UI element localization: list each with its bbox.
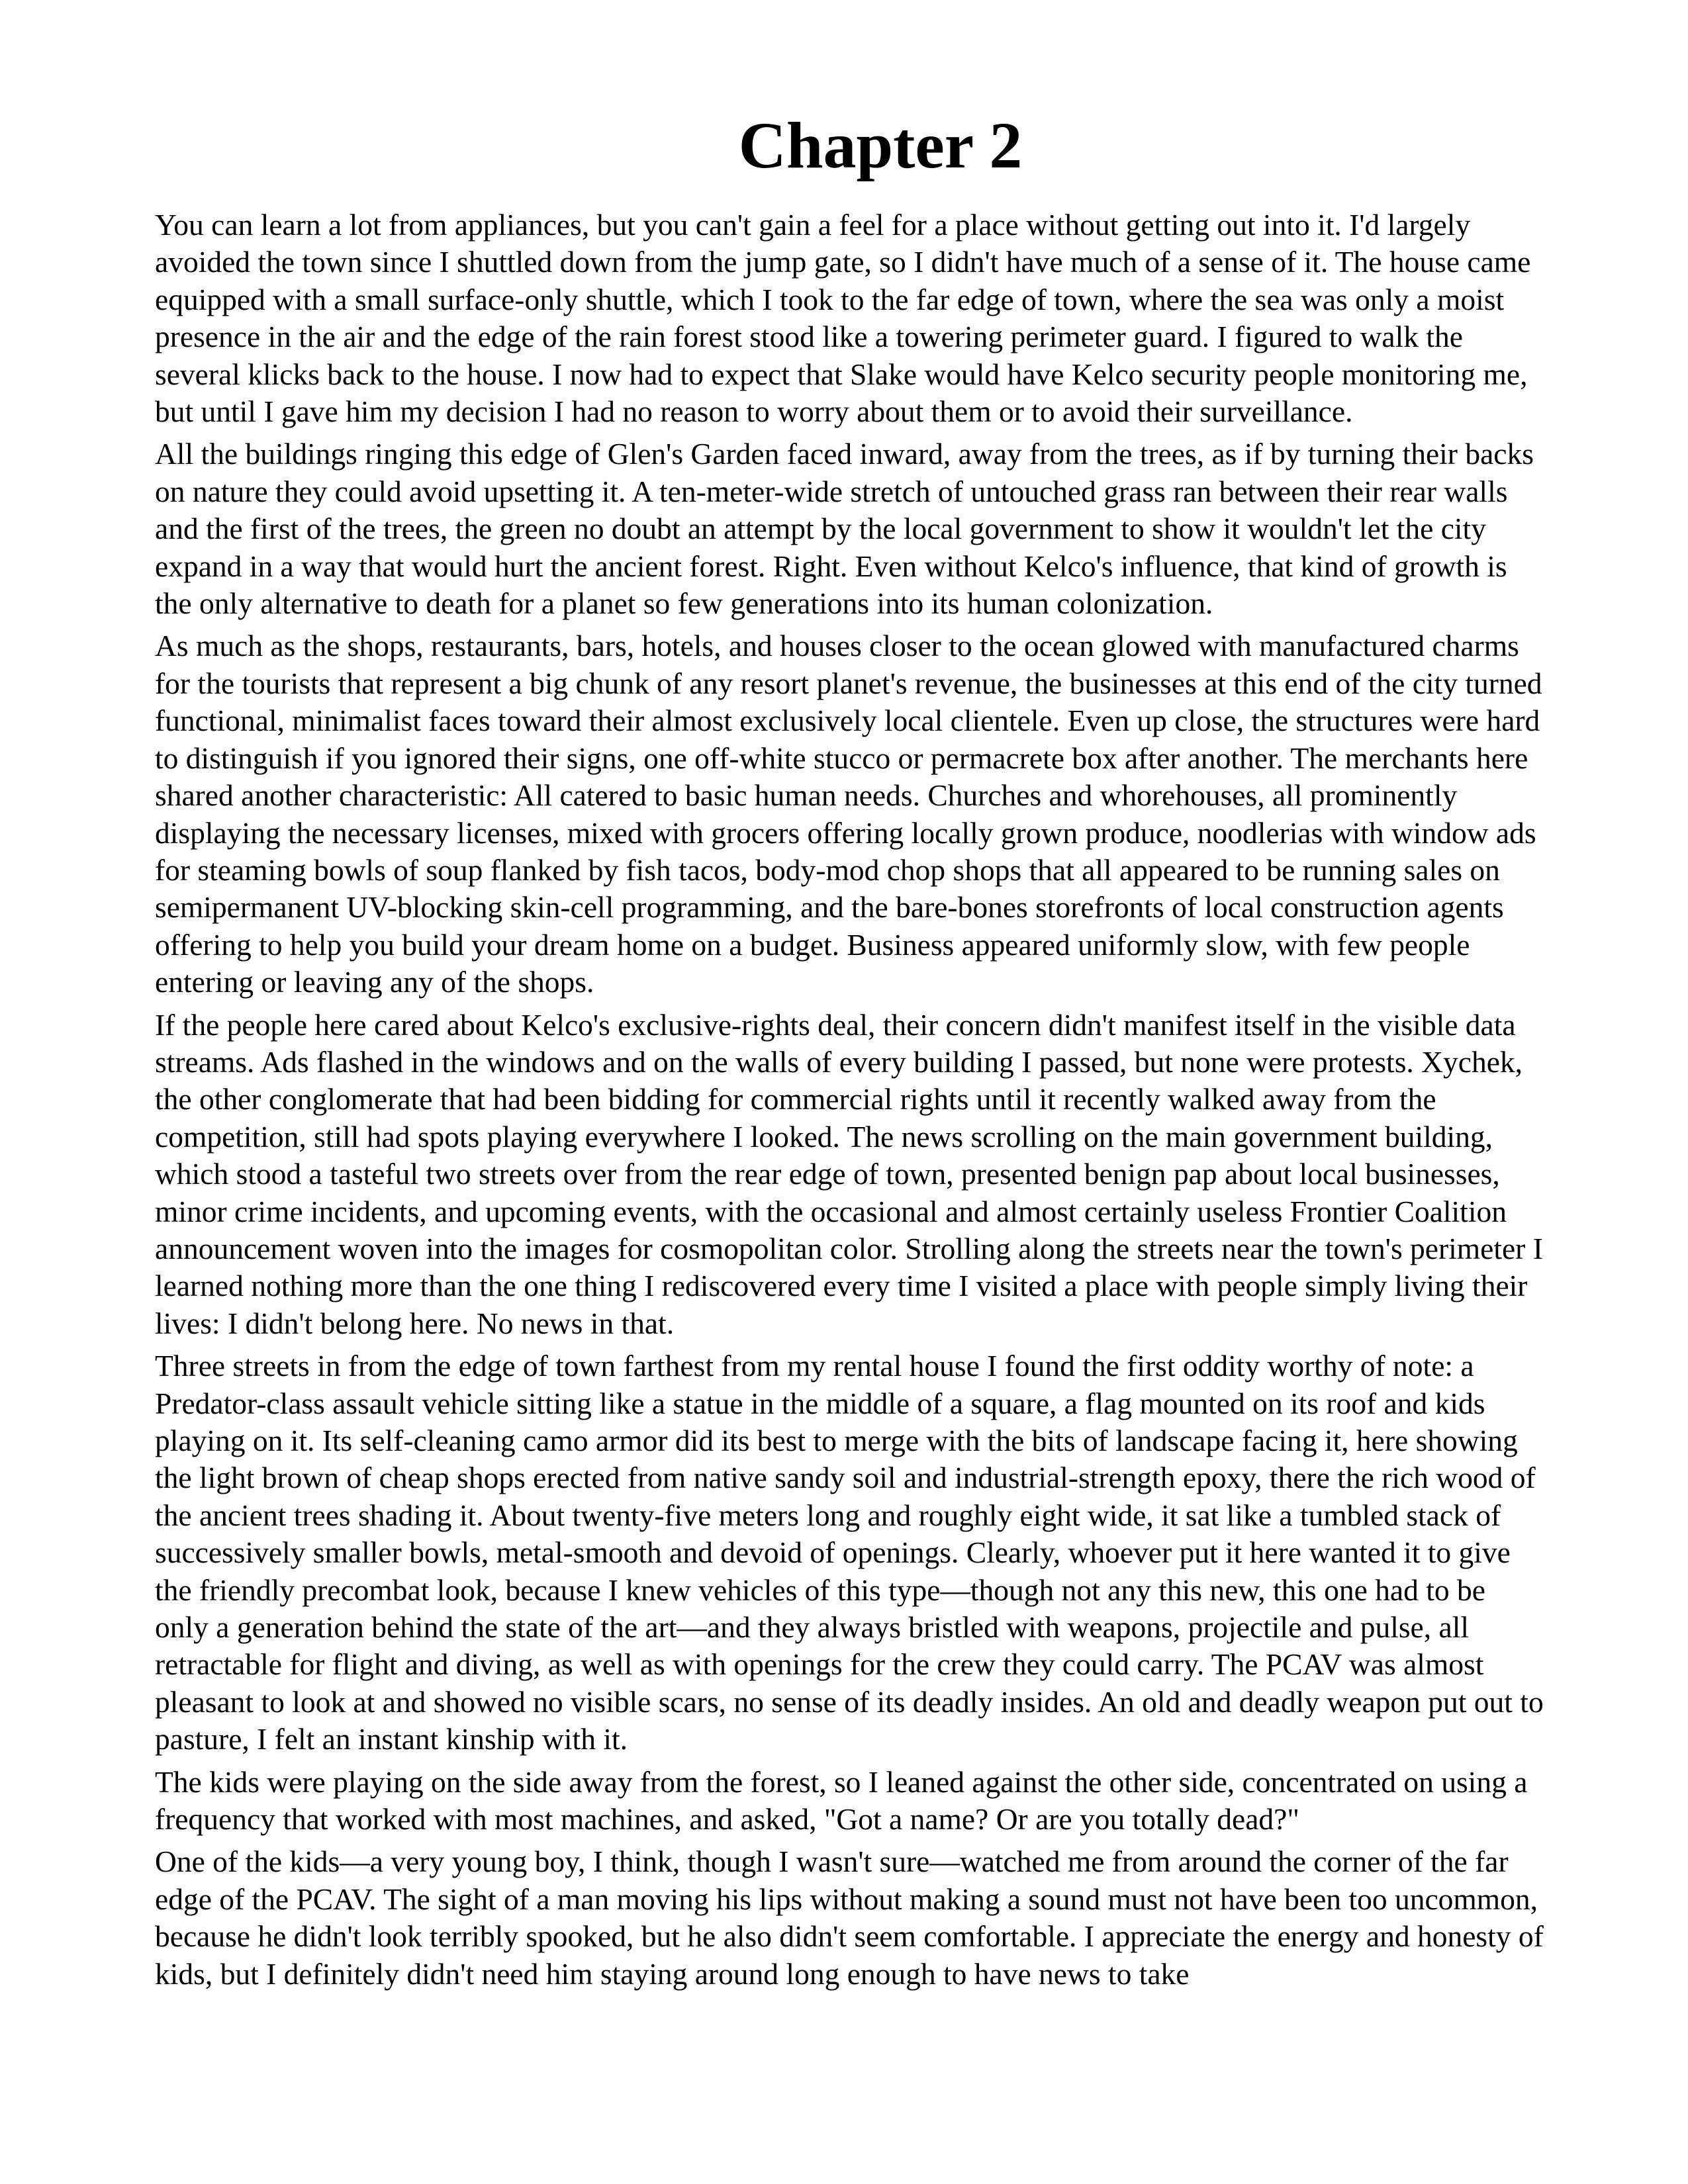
paragraph: Three streets in from the edge of town farthest from my rental house I found the first oddity worthy of note: a Predator-class assault vehicle sitting like a statue in the middle of a square, a flag mounted on its roof and kids playing on it. Its self-cleaning camo armor did its best to merge with the bits of landscape facing it, here showing the light brown of cheap shops erected from native sandy soil and industrial-strength epoxy, there the rich wood of the ancient trees shading it. About twenty-five meters long and roughly eight wide, it sat like a tumbled stack of successively smaller bowls, metal-smooth and devoid of openings. Clearly, whoever put it here wanted it to give the friendly precombat look, because I knew vehicles of this type—though not any this new, this one had to be only a generation behind the state of the art—and they always bristled with weapons, projectile and pulse, all retractable for flight and diving, as well as with openings for the crew they could carry. The PCAV was almost pleasant to look at and showed no visible scars, no sense of its deadly insides. An old and deadly weapon put out to pasture, I felt an instant kinship with it. bbox=[155, 1349, 1544, 1756]
chapter-body bbox=[155, 206, 1546, 1993]
paragraph: You can learn a lot from appliances, but you can't gain a feel for a place without getting out into it. I'd largely avoided the town since I shuttled down from the jump gate, so I didn't have much of a sense of it. The house came equipped with a small surface-only shuttle, which I took to the far edge of town, where the sea was only a moist presence in the air and the edge of the rain forest stood like a towering perimeter guard. I figured to walk the several klicks back to the house. I now had to expect that Slake would have Kelco security people monitoring me, but until I gave him my decision I had no reason to worry about them or to avoid their surveillance. bbox=[155, 208, 1531, 429]
paragraph: The kids were playing on the side away from the forest, so I leaned against the other side, concentrated on using a frequency that worked with most machines, and asked, "Got a name? Or are you totally dead?" bbox=[155, 1764, 1528, 1837]
document-page bbox=[155, 109, 1546, 1998]
paragraph: As much as the shops, restaurants, bars, hotels, and houses closer to the ocean glowed with manufactured charms for the tourists that represent a big chunk of any resort planet's revenue, the businesses at this end of the city turned functional, minimalist faces toward their almost exclusively local clientele. Even up close, the structures were hard to distinguish if you ignored their signs, one off-white stucco or permacrete box after another. The merchants here shared another characteristic: All catered to basic human needs. Churches and whorehouses, all prominently displaying the necessary licenses, mixed with grocers offering locally grown produce, noodlerias with window ads for steaming bowls of soup flanked by fish tacos, body-mod chop shops that all appeared to be running sales on semipermanent UV-blocking skin-cell programming, and the bare-bones storefronts of local construction agents offering to help you build your dream home on a budget. Business appeared uniformly slow, with few people entering or leaving any of the shops. bbox=[155, 629, 1542, 999]
chapter-title: Chapter 2 bbox=[738, 109, 1023, 182]
paragraph: All the buildings ringing this edge of Glen's Garden faced inward, away from the trees, as if by turning their backs on nature they could avoid upsetting it. A ten-meter-wide stretch of untouched grass ran between their rear walls and the first of the trees, the green no doubt an attempt by the local government to show it wouldn't let the city expand in a way that would hurt the ancient forest. Right. Even without Kelco's influence, that kind of growth is the only alternative to death for a planet so few generations into its human colonization. bbox=[155, 437, 1534, 621]
paragraph: One of the kids—a very young boy, I think, though I wasn't sure—watched me from around the corner of the far edge of the PCAV. The sight of a man moving his lips without making a sound must not have been too uncommon, because he didn't look terribly spooked, but he also didn't seem comfortable. I appreciate the energy and honesty of kids, but I definitely didn't need him staying around long enough to have news to take bbox=[155, 1844, 1544, 1991]
paragraph: If the people here cared about Kelco's exclusive-rights deal, their concern didn't manifest itself in the visible data streams. Ads flashed in the windows and on the walls of every building I passed, but none were protests. Xychek, the other conglomerate that had been bidding for commercial rights until it recently walked away from the competition, still had spots playing everywhere I looked. The news scrolling on the main government building, which stood a tasteful two streets over from the rear edge of town, presented benign pap about local businesses, minor crime incidents, and upcoming events, with the occasional and almost certainly useless Frontier Coalition announcement woven into the images for cosmopolitan color. Strolling along the streets near the town's perimeter I learned nothing more than the one thing I rediscovered every time I visited a place with people simply living their lives: I didn't belong here. No news in that. bbox=[155, 1007, 1543, 1340]
